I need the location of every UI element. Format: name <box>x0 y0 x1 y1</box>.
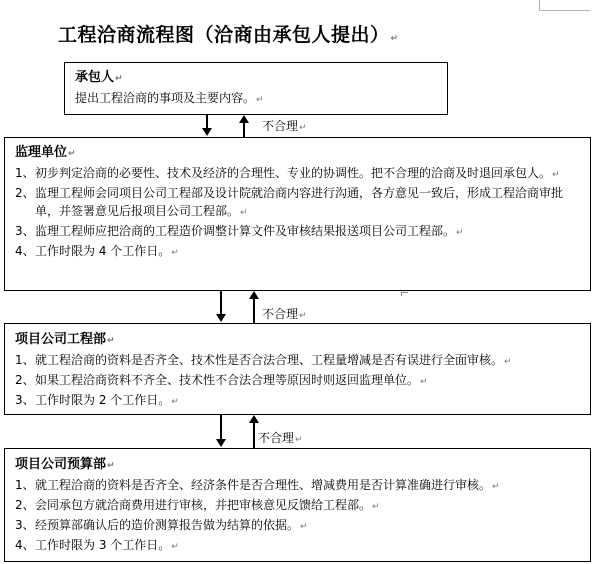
page-corner-mark <box>539 0 590 11</box>
arrow-up-2 <box>248 291 260 323</box>
return-mark: ↵ <box>390 34 399 44</box>
engineering-item: 3、 工作时限为 2 个工作日。↵ <box>15 393 179 407</box>
reject-label-3: 不合理↵ <box>258 431 303 445</box>
budget-item: 4、 工作时限为 3 个工作日。↵ <box>15 538 179 552</box>
supervision-item: 4、 工作时限为 4 个工作日。↵ <box>15 244 179 258</box>
supervision-box <box>4 137 591 291</box>
arrow-up-1 <box>238 115 250 137</box>
flowchart-title: 工程洽商流程图（洽商由承包人提出）↵ <box>58 24 399 46</box>
tick-mark <box>401 292 408 296</box>
arrow-down-3 <box>215 415 227 448</box>
reject-label-1: 不合理↵ <box>262 119 307 133</box>
supervision-item: 1、 初步判定洽商的必要性、技术及经济的合理性、专业的协调性。把不合理的洽商及时退回承包人。↵ <box>15 166 560 180</box>
reject-label-2: 不合理↵ <box>262 307 307 321</box>
engineering-box <box>4 323 591 415</box>
contractor-title: 承包人↵ <box>75 70 123 85</box>
budget-item: 2、 会同承包方就洽商费用进行审核，并把审核意见反馈给工程部。↵ <box>15 498 380 512</box>
contractor-text: 提出工程洽商的事项及主要内容。↵ <box>75 91 264 105</box>
engineering-title: 项目公司工程部↵ <box>15 332 115 347</box>
budget-title: 项目公司预算部↵ <box>15 457 115 472</box>
engineering-item: 2、 如果工程洽商资料不齐全、技术性不合法合理等原因时则返回监理单位。↵ <box>15 373 428 387</box>
supervision-title: 监理单位↵ <box>15 145 76 160</box>
budget-item: 1、 就工程洽商的资料是否齐全、经济条件是否合理性、增减费用是否计算准确进行审核。↵ <box>15 478 500 492</box>
budget-box <box>4 448 591 562</box>
arrow-down-1 <box>201 115 213 137</box>
supervision-item: 3、 监理工程师应把洽商的工程造价调整计算文件及审核结果报送项目公司工程部。↵ <box>15 224 464 238</box>
supervision-item: 2、 监理工程师会同项目公司工程部及设计院就洽商内容进行沟通，各方意见一致后，形成工程洽商审批单，并签署意见后报项目公司工程部。↵ <box>15 186 564 218</box>
arrow-down-2 <box>215 291 227 323</box>
budget-item: 3、 经预算部确认后的造价测算报告做为结算的依据。↵ <box>15 518 308 532</box>
contractor-box <box>64 62 448 115</box>
engineering-item: 1、 就工程洽商的资料是否齐全、技术性是否合法合理、工程量增减是否有误进行全面审核。↵ <box>15 353 512 367</box>
